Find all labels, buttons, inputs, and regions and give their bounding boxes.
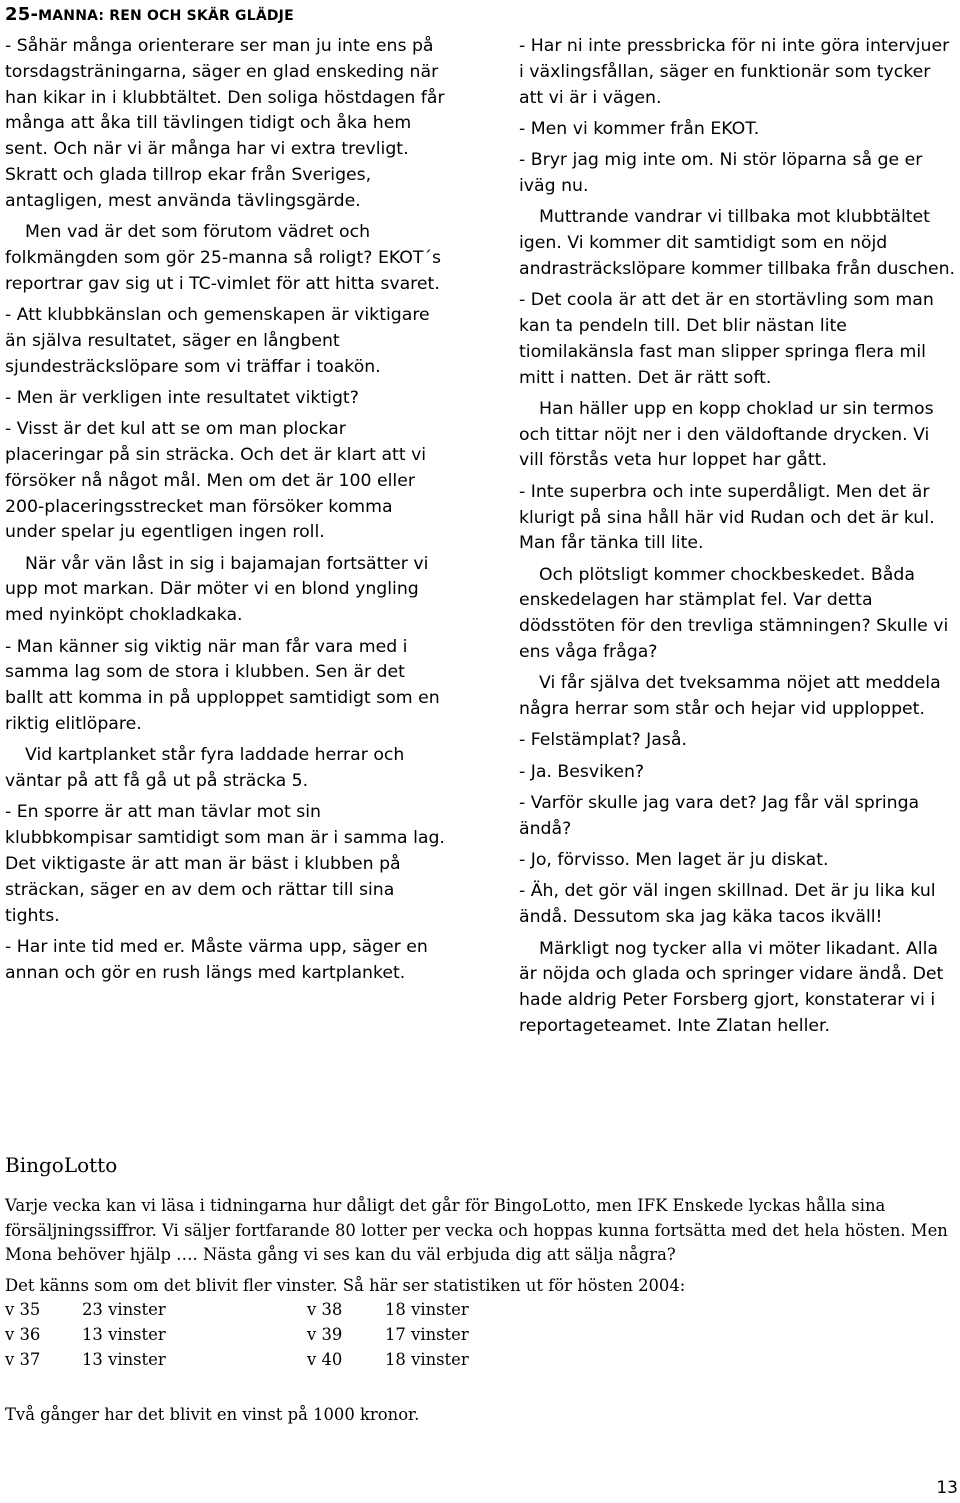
paragraph: - Visst är det kul att se om man plockar placeringar på sin sträcka. Och det är klart att vi försöker nå något mål. Men om det är 100 eller 200-placeringsstrecket man försöker komma under spelar ju egentligen ingen roll.: [5, 419, 427, 543]
paragraph: - Men är verkligen inte resultatet viktigt?: [5, 387, 359, 408]
paragraph: Muttrande vandrar vi tillbaka mot klubbtältet igen. Vi kommer dit samtidigt som en nöjd andrasträckslöpare kommer tillbaka från duschen.: [519, 207, 956, 279]
paragraph: Märkligt nog tycker alla vi möter likadant. Alla är nöjda och glada och springer vidare ändå. Det hade aldrig Peter Forsberg gjort, konstaterar vi i reportageteamet. Inte Zlatan heller.: [519, 938, 944, 1036]
paragraph: - Att klubbkänslan och gemenskapen är viktigare än själva resultatet, säger en långbent sjundesträckslöpare som vi träffar i toakön.: [5, 304, 430, 377]
paragraph: Men vad är det som förutom vädret och folkmängden som gör 25-manna så roligt? EKOT´s reportrar gav sig ut i TC-vimlet för att hitta svaret.: [5, 222, 442, 294]
paragraph: - En sporre är att man tävlar mot sin klubbkompisar samtidigt som man är i samma lag. Det viktigaste är att man är bäst i klubben på sträckan, säger en av dem och rättar till sina tights.: [5, 802, 445, 926]
paragraph: - Det coola är att det är en stortävling som man kan ta pendeln till. Det blir nästan lite tiomilakänsla fast man slipper springa flera mil mitt i natten. Det är rätt soft.: [519, 290, 934, 388]
paragraph: - Varför skulle jag vara det? Jag får väl springa ändå?: [519, 793, 920, 839]
bingo-section: [5, 1194, 955, 1374]
bingo-paragraph: Varje vecka kan vi läsa i tidningarna hur dåligt det går för BingoLotto, men IFK Enskede lyckas hålla sina försäljningssiffror. Vi säljer fortfarande 80 lotter per vecka och hoppas kunna fortsätta med det hela hösten. Men Mona behöver hjälp …. Nästa gång vi ses kan du väl erbjuda dig att sälja några?: [5, 1196, 948, 1264]
bingo-paragraph: Det känns som om det blivit fler vinster. Så här ser statistiken ut för hösten 2004:: [5, 1275, 686, 1295]
bingo-stats-table: [5, 1298, 955, 1374]
article-heading: [5, 4, 294, 25]
stat-week: v 35: [5, 1300, 41, 1319]
paragraph: - Men vi kommer från EKOT.: [519, 118, 760, 139]
stat-week: v 37: [5, 1350, 41, 1369]
bingo-section-title: BingoLotto: [5, 1153, 118, 1177]
stat-wins: 18 vinster: [385, 1300, 469, 1319]
paragraph: När vår vän låst in sig i bajamajan fortsätter vi upp mot markan. Där möter vi en blond yngling med nyinköpt chokladkaka.: [5, 553, 429, 626]
paragraph: Vid kartplanket står fyra laddade herrar och väntar på att få gå ut på sträcka 5.: [5, 745, 405, 792]
paragraph: - Äh, det gör väl ingen skillnad. Det är ju lika kul ändå. Dessutom ska jag käka tacos ikväll!: [519, 881, 936, 928]
stat-week: v 40: [307, 1350, 343, 1369]
paragraph: - Såhär många orienterare ser man ju inte ens på torsdagsträningarna, säger en glad enskeding när han kikar in i klubbtältet. Den soliga höstdagen får många att åka till tävlingen tidigt och åka hem sent. Och när vi är många har vi extra trevligt. Skratt och glada tillrop ekar från Sveriges, antagligen, mest använda tävlingsgärde.: [5, 36, 445, 211]
stat-week: v 36: [5, 1325, 41, 1344]
article-right-column: [519, 34, 959, 1045]
bingo-closing: Två gånger har det blivit en vinst på 1000 kronor.: [5, 1405, 420, 1424]
paragraph: - Man känner sig viktig när man får vara med i samma lag som de stora i klubben. Sen är det ballt att komma in på upploppet samtidigt som en riktig elitlöpare.: [5, 636, 440, 734]
stat-week: v 38: [307, 1300, 343, 1319]
stat-wins: 13 vinster: [82, 1325, 166, 1344]
stat-wins: 23 vinster: [82, 1300, 166, 1319]
stat-wins: 18 vinster: [385, 1350, 469, 1369]
stat-week: v 39: [307, 1325, 343, 1344]
paragraph: - Bryr jag mig inte om. Ni stör löparna så ge er iväg nu.: [519, 150, 923, 196]
paragraph: - Inte superbra och inte superdåligt. Men det är klurigt på sina håll här vid Rudan och det är kul. Man får tänka till lite.: [519, 481, 935, 554]
paragraph: Vi får själva det tveksamma nöjet att meddela några herrar som står och hejar vid upploppet.: [519, 673, 941, 720]
stat-wins: 13 vinster: [82, 1350, 166, 1369]
paragraph: - Jo, förvisso. Men laget är ju diskat.: [519, 850, 829, 871]
page-number: 13: [936, 1478, 958, 1498]
heading-title: MANNA: REN OCH SKÄR GLÄDJE: [38, 8, 294, 24]
stat-wins: 17 vinster: [385, 1325, 469, 1344]
paragraph: Han häller upp en kopp choklad ur sin termos och tittar nöjt ner i den väldoftande drycken. Vi vill förstås veta hur loppet har gått.: [519, 398, 934, 471]
paragraph: - Felstämplat? Jaså.: [519, 730, 687, 751]
article-left-column: [5, 34, 445, 992]
heading-prefix: 25-: [5, 4, 39, 25]
paragraph: - Ja. Besviken?: [519, 761, 645, 782]
paragraph: - Har ni inte pressbricka för ni inte göra intervjuer i växlingsfållan, säger en funktionär som tycker att vi är i vägen.: [519, 36, 950, 108]
paragraph: - Har inte tid med er. Måste värma upp, säger en annan och gör en rush längs med kartplanket.: [5, 936, 428, 983]
paragraph: Och plötsligt kommer chockbeskedet. Båda enskedelagen har stämplat fel. Var detta dödsstöten för den trevliga stämningen? Skulle vi ens våga fråga?: [519, 564, 949, 663]
